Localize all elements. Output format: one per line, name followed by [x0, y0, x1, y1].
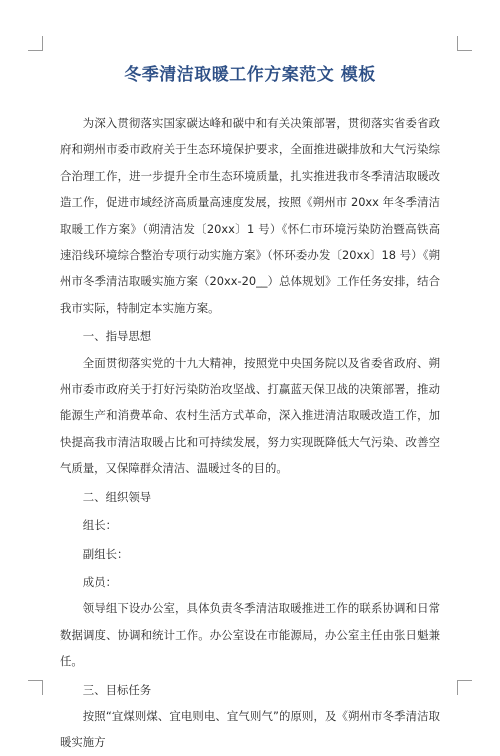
- deputy-leader-field: 副组长：: [82, 546, 129, 561]
- document-title: 冬季清洁取暖工作方案范文 模板: [124, 65, 376, 85]
- section-heading-targets: 三、目标任务: [82, 682, 152, 697]
- crop-mark-top-left: [28, 36, 43, 51]
- crop-mark-top-right: [457, 36, 472, 51]
- intro-paragraph: 为深入贯彻落实国家碳达峰和碳中和有关决策部署，贯彻落实省委省政府和朔州市委市政府关于生态环境保护要求，全面推进碳排放和大气污染综合治理工作，进一步提升全市生态环境质量，扎实推进我市冬季清洁取暖改造工作，促进市域经济高质量高速度发展，按照《朔州市 20xx 年冬季清洁取暖工作方案》（朔清洁发〔20xx〕1 号）《怀仁市环境污染防治暨高铁高速沿线环境综合整治专项行动实施方案》（怀环委办发〔20xx〕18 号）《朔州市冬季清洁取暖实施方案（20xx-20__）总体规划》工作任务安排，结合我市实际，特制定本实施方案。: [60, 116, 440, 315]
- section-heading-organization: 二、组织领导: [82, 489, 152, 504]
- targets-paragraph: 按照“宜煤则煤、宜电则电、宜气则气”的原则，及《朔州市冬季清洁取暖实施方: [60, 708, 440, 750]
- section-heading-guiding-ideology: 一、指导思想: [82, 329, 152, 344]
- crop-mark-bottom-left: [28, 680, 43, 695]
- guiding-ideology-paragraph: 全面贯彻落实党的十九大精神，按照党中央国务院以及省委省政府、朔州市委市政府关于打好污染防治攻坚战、打赢蓝天保卫战的决策部署，推动能源生产和消费革命、农村生活方式革命，深入推进清洁取暖改造工作，加快提高我市清洁取暖占比和可持续发展，努力实现既降低大气污染、改善空气质量，又保障群众清洁、温暖过冬的目的。: [60, 355, 440, 476]
- members-field: 成员：: [82, 574, 117, 589]
- leader-field: 组长：: [82, 518, 117, 533]
- document-page: [60, 64, 440, 756]
- crop-mark-bottom-right: [457, 680, 472, 695]
- organization-paragraph: 领导组下设办公室，具体负责冬季清洁取暖推进工作的联系协调和日常数据调度、协调和统计工作。办公室设在市能源局，办公室主任由张日魁兼任。: [60, 601, 440, 669]
